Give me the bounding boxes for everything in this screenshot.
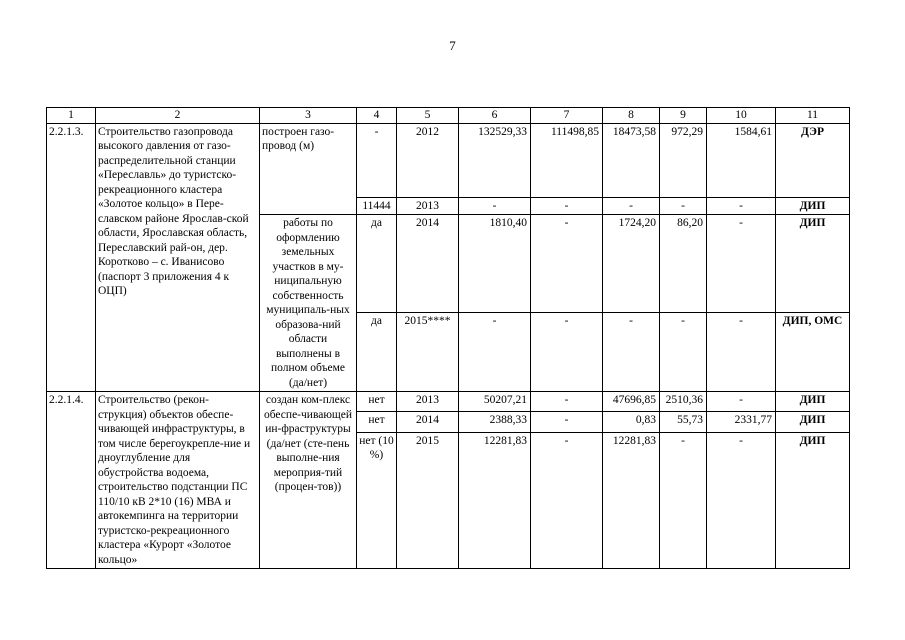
executor-cell: ДИП — [776, 392, 850, 412]
header-cell: 5 — [397, 108, 459, 124]
amount-cell: - — [660, 432, 707, 568]
indicator-value: нет — [357, 392, 397, 412]
amount-cell: 18473,58 — [603, 123, 660, 197]
year-cell: 2014 — [397, 215, 459, 313]
indicator-value: нет — [357, 412, 397, 432]
amount-cell: - — [531, 197, 603, 215]
amount-cell: - — [531, 412, 603, 432]
year-cell: 2013 — [397, 392, 459, 412]
amount-cell: - — [707, 215, 776, 313]
amount-cell: 0,83 — [603, 412, 660, 432]
amount-cell: 86,20 — [660, 215, 707, 313]
executor-cell: ДИП — [776, 197, 850, 215]
header-cell: 11 — [776, 108, 850, 124]
amount-cell: - — [707, 392, 776, 412]
header-cell: 7 — [531, 108, 603, 124]
indicator-text: создан ком-плекс обеспе-чивающей ин-фраструктуры (да/нет (сте-пень выполне-ния мероприя-тий (процен-тов)) — [260, 392, 357, 569]
amount-cell: - — [707, 432, 776, 568]
amount-cell: 12281,83 — [459, 432, 531, 568]
item-name: Строительство (рекон-струкция) объектов обеспе-чивающей инфраструктуры, в том числе берегоукрепле-ние и дноуглубление для обустройства водоема, строительство подстанции ПС 110/10 кВ 2*10 (16) МВА и автокемпинга на территории туристско-рекреационного кластера «Курорт «Золотое кольцо» — [96, 392, 260, 569]
indicator-value: да — [357, 215, 397, 313]
amount-cell: - — [603, 197, 660, 215]
amount-cell: 132529,33 — [459, 123, 531, 197]
header-row — [47, 108, 850, 124]
amount-cell: - — [707, 313, 776, 392]
amount-cell: 55,73 — [660, 412, 707, 432]
amount-cell: - — [459, 197, 531, 215]
amount-cell: - — [531, 215, 603, 313]
amount-cell: - — [660, 197, 707, 215]
item-number: 2.2.1.4. — [47, 392, 96, 569]
header-cell: 4 — [357, 108, 397, 124]
amount-cell: 1810,40 — [459, 215, 531, 313]
header-cell: 9 — [660, 108, 707, 124]
indicator-value: 11444 — [357, 197, 397, 215]
indicator-text: работы по оформлению земельных участков в му-ниципальную собственность муниципаль-ных образова-ний области выполнены в полном объеме (да/нет) — [260, 215, 357, 392]
amount-cell: 1584,61 — [707, 123, 776, 197]
header-cell: 10 — [707, 108, 776, 124]
executor-cell: ДИП — [776, 432, 850, 568]
amount-cell: - — [660, 313, 707, 392]
amount-cell: 12281,83 — [603, 432, 660, 568]
amount-cell: 972,29 — [660, 123, 707, 197]
amount-cell: 2388,33 — [459, 412, 531, 432]
amount-cell: - — [531, 313, 603, 392]
indicator-value: нет (10 %) — [357, 432, 397, 568]
amount-cell: - — [531, 392, 603, 412]
header-cell: 3 — [260, 108, 357, 124]
indicator-text: построен газо-провод (м) — [260, 123, 357, 215]
year-cell: 2014 — [397, 412, 459, 432]
amount-cell: - — [531, 432, 603, 568]
page-number: 7 — [449, 38, 456, 53]
executor-cell: ДИП — [776, 215, 850, 313]
item-name: Строительство газопровода высокого давления от газо-распределительной станции «Переславль» до туристско-рекреационного кластера «Золотое кольцо» в Пере-славском районе Ярослав-ской области, Ярославская область, Переславский рай-он, дер. Коротково – с. Иванисово (паспорт 3 приложения 4 к ОЦП) — [96, 123, 260, 392]
amount-cell: - — [707, 197, 776, 215]
table-row — [47, 392, 850, 412]
executor-cell: ДИП, ОМС — [776, 313, 850, 392]
year-cell: 2015 — [397, 432, 459, 568]
header-cell: 8 — [603, 108, 660, 124]
indicator-value: - — [357, 123, 397, 197]
header-cell: 1 — [47, 108, 96, 124]
amount-cell: - — [603, 313, 660, 392]
amount-cell: 111498,85 — [531, 123, 603, 197]
year-cell: 2015**** — [397, 313, 459, 392]
header-cell: 2 — [96, 108, 260, 124]
amount-cell: 50207,21 — [459, 392, 531, 412]
indicator-value: да — [357, 313, 397, 392]
amount-cell: 2510,36 — [660, 392, 707, 412]
year-cell: 2013 — [397, 197, 459, 215]
header-cell: 6 — [459, 108, 531, 124]
amount-cell: - — [459, 313, 531, 392]
amount-cell: 47696,85 — [603, 392, 660, 412]
program-table — [46, 107, 850, 569]
executor-cell: ДЭР — [776, 123, 850, 197]
item-number: 2.2.1.3. — [47, 123, 96, 392]
amount-cell: 2331,77 — [707, 412, 776, 432]
table-row — [47, 123, 850, 197]
amount-cell: 1724,20 — [603, 215, 660, 313]
year-cell: 2012 — [397, 123, 459, 197]
executor-cell: ДИП — [776, 412, 850, 432]
